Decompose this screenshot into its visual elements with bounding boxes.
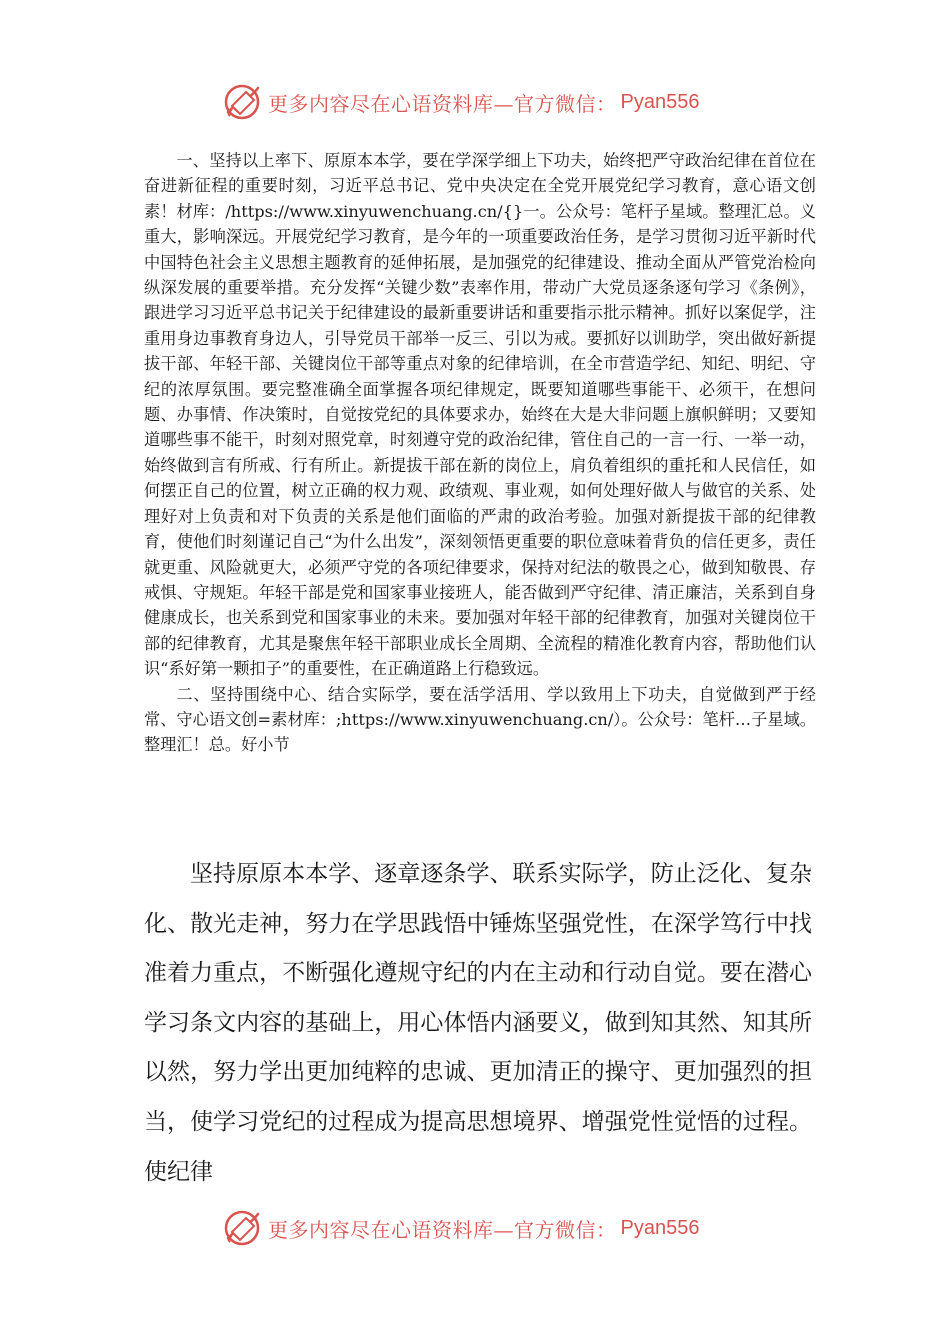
body-small-text [144,148,816,758]
paragraph-1: 一、坚持以上率下、原原本本学，要在学深学细上下功夫，始终把严守政治纪律在首位在奋进新征程的重要时刻，习近平总书记、党中央决定在全党开展党纪学习教育，意心语文创素！材库：/https://www.xinyuwenchuang.cn/{}一。公众号：笔杆子星域。整理汇总。义重大，影响深远。开展党纪学习教育，是今年的一项重要政治任务，是学习贯彻习近平新时代中国特色社会主义思想主题教育的延伸拓展，是加强党的纪律建设、推动全面从严管党治检向纵深发展的重要举措。充分发挥“关键少数”表率作用，带动广大党员逐条逐句学习《条例》，跟进学习习近平总书记关于纪律建设的最新重要讲话和重要指示批示精神。抓好以案促学，注重用身边事教育身边人，引导党员干部举一反三、引以为戒。要抓好以训助学，突出做好新提拔干部、年轻干部、关键岗位干部等重点对象的纪律培训，在全市营造学纪、知纪、明纪、守纪的浓厚氛围。要完整准确全面掌握各项纪律规定，既要知道哪些事能干、必须干，在想问题、办事情、作决策时，自觉按党纪的具体要求办，始终在大是大非问题上旗帜鲜明；又要知道哪些事不能干，时刻对照党章，时刻遵守党的政治纪律，管住自己的一言一行、一举一动，始终做到言有所戒、行有所止。新提拔干部在新的岗位上，肩负着组织的重托和人民信任，如何摆正自己的位置，树立正确的权力观、政绩观、事业观，如何处理好做人与做官的关系、处理好对上负责和对下负责的关系是他们面临的严肃的政治考验。加强对新提拔干部的纪律教育，使他们时刻谨记自己“为什么出发”，深刻领悟更重要的职位意味着背负的信任更多，责任就更重、风险就更大，必须严守党的各项纪律要求，保持对纪法的敬畏之心，做到知敬畏、存戒惧、守规矩。年轻干部是党和国家事业接班人，能否做到严守纪律、清正廉洁，关系到自身健康成长，也关系到党和国家事业的未来。要加强对年轻干部的纪律教育，加强对关键岗位干部的纪律教育，尤其是聚焦年轻干部职业成长全周期、全流程的精准化教育内容，帮助他们认识“系好第一颗扣子”的重要性，在正确道路上行稳致远。 [144,151,816,679]
paragraph-2: 二、坚持围绕中心、结合实际学，要在活学活用、学以致用上下功夫，自觉做到严于经常、守心语文创=素材库：;https://www.xinyuwenchuang.cn/）。公众号：笔杆…子星域。整理汇！总。好小节 [144,684,816,755]
banner-text: 更多内容尽在心语资料库—官方微信： [268,1217,617,1242]
paragraph-3: 坚持原原本本学、逐章逐条学、联系实际学，防止泛化、复杂化、散光走神，努力在学思践悟中锤炼坚强党性，在深学笃行中找准着力重点，不断强化遵规守纪的内在主动和行动自觉。要在潜心学习条文内容的基础上，用心体悟内涵要义，做到知其然、知其所以然，努力学出更加纯粹的忠诚、更加清正的操守、更加强烈的担当，使学习党纪的过程成为提高思想境界、增强党性觉悟的过程。使纪律 [144,861,812,1185]
footer-banner [222,1206,742,1250]
pen-logo-icon [222,82,262,122]
pen-logo-icon [222,1208,262,1248]
wechat-id: Pyan556 [620,90,700,113]
banner-text: 更多内容尽在心语资料库—官方微信： [268,91,617,116]
body-large-text [144,850,812,1197]
wechat-id: Pyan556 [620,1216,700,1239]
header-banner [222,80,742,124]
